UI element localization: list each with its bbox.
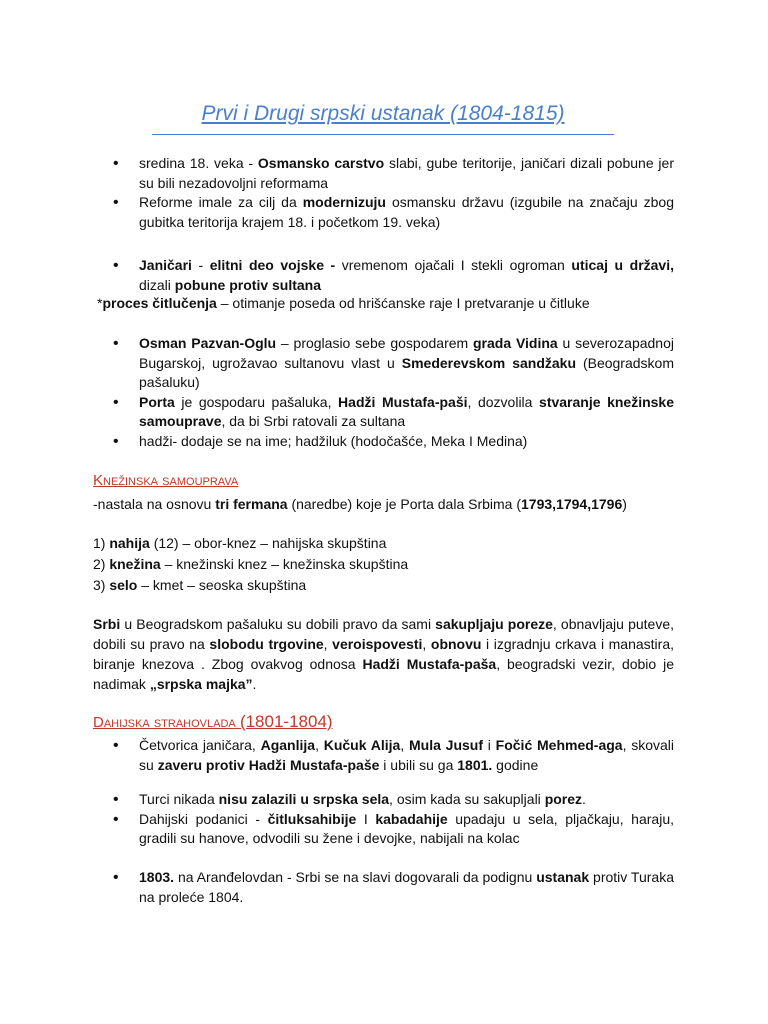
list-item: • 1803. na Aranđelovdan - Srbi se na slavi dogovarali da podignu ustanak protiv Turaka na proleće 1804. <box>0 868 674 907</box>
bold-text: Srbi <box>93 616 121 632</box>
bold-text: Mula Jusuf <box>409 737 484 753</box>
bold-text: Janičari <box>139 257 192 273</box>
title-underline <box>152 134 614 135</box>
fermani-line: -nastala na osnovu tri fermana (naredbe) koje je Porta dala Srbima (1793,1794,1796) <box>93 496 627 512</box>
bullet-list-janicari <box>0 256 674 295</box>
bold-text: 1793,1794,1796 <box>521 496 623 512</box>
bold-text: porez <box>544 791 583 807</box>
bold-text: nahija <box>109 535 150 551</box>
list-item: • sredina 18. veka - Osmansko carstvo slabi, gube teritorije, janičari dizali pobune jer su bili nezadovoljni reformama <box>0 154 674 193</box>
level-line: 1) nahija (12) – obor-knez – nahijska skupština <box>93 535 387 551</box>
list-item: • Četvorica janičara, Aganlija, Kučuk Alija, Mula Jusuf i Fočić Mehmed-aga, skovali su zaveru protiv Hadži Mustafa-paše i ubili su ga 1801. godine <box>0 736 674 775</box>
list-item: • Dahijski podanici - čitluksahibije I kabadahije upadaju u sela, pljačkaju, haraju, gradili su hanove, odvodili su žene i devojke, nabijali na kolac <box>0 810 674 849</box>
bold-text: veroispovesti <box>332 636 423 652</box>
bold-text: čitluksahibije <box>267 810 357 827</box>
bold-text: pobune protiv sultana <box>174 276 322 293</box>
list-item: • Reforme imale za cilj da modernizuju osmansku državu (izgubile na značaju zbog gubitka teritorija krajem 18. i početkom 19. veka) <box>0 193 674 232</box>
bold-text: uticaj u državi, <box>571 257 674 273</box>
bold-text: grada Vidina <box>473 335 558 351</box>
list-item: • Janičari - elitni deo vojske - vremenom ojačali I stekli ogroman uticaj u državi, dizali pobune protiv sultana <box>0 256 674 295</box>
section-heading-dahijska <box>93 712 333 732</box>
bold-text: Fočić Mehmed-aga <box>495 737 623 753</box>
level-line: 3) selo – kmet – seoska skupština <box>93 577 307 593</box>
list-item: • Osman Pazvan-Oglu – proglasio sebe gospodarem grada Vidina u severozapadnoj Bugarskoj, ugrožavao sultanovu vlast u Smederevskom sandžaku (Beogradskom pašaluku) <box>0 334 674 393</box>
bold-text: tri fermana <box>215 496 288 512</box>
section-heading-knezinska: Knežinska samouprava <box>93 472 239 489</box>
bold-text: Hadži Mustafa-paša <box>362 656 497 672</box>
bold-text: obnovu <box>430 636 482 652</box>
bold-text: Porta <box>139 393 175 410</box>
section-heading-years: (1801-1804) <box>239 712 333 731</box>
bold-text: Kučuk Alija <box>323 737 401 753</box>
bold-text: ustanak <box>536 869 590 885</box>
list-item: • hadži- dodaje se na ime; hadžiluk (hodočašće, Meka I Medina) <box>0 432 674 452</box>
bold-text: „srpska majka” <box>149 676 253 692</box>
bold-text: Aganlija <box>260 737 316 753</box>
bold-text: stvaranje knežinske samouprave <box>139 393 674 430</box>
bold-text: zaveru protiv Hadži Mustafa-paše <box>157 756 380 773</box>
bold-text: slobodu trgovine <box>209 636 324 652</box>
bold-text: Smederevskom sandžaku <box>401 354 576 371</box>
bullet-list-pazvan <box>0 334 674 452</box>
bold-text: Osman Pazvan-Oglu <box>139 335 277 351</box>
bold-text: modernizuju <box>302 194 386 211</box>
bold-text: elitni deo vojske - <box>209 257 336 273</box>
bullet-list-1803 <box>0 868 674 907</box>
list-item: • Turci nikada nisu zalazili u srpska sela, osim kada su sakupljali porez. <box>0 790 674 810</box>
bold-text: knežina <box>109 556 161 572</box>
bullet-list-cetvorica <box>0 736 674 775</box>
bold-text: proces čitlučenja <box>102 295 217 311</box>
bold-text: Osmansko carstvo <box>257 155 385 171</box>
bold-text: kabadahije <box>375 810 448 827</box>
bold-text: Hadži Mustafa-paši <box>338 393 468 410</box>
srbi-paragraph: Srbi u Beogradskom pašaluku su dobili pravo da sami sakupljaju poreze, obnavljaju puteve, dobili su pravo na slobodu trgovine, veroispovesti, obnovu i izgradnju crkava i manastira, biranje knezova . Zbog ovakvog odnosa Hadži Mustafa-paša, beogradski vezir, dobio je nadimak „srpska majka”. <box>93 616 675 692</box>
proces-citlucenja-line: *proces čitlučenja – otimanje poseda od hrišćanske raje I pretvaranje u čitluke <box>97 295 590 311</box>
level-line: 2) knežina – knežinski knez – knežinska skupština <box>93 556 409 572</box>
bold-text: 1803. <box>139 869 175 885</box>
bold-text: nisu zalazili u srpska sela <box>218 791 390 807</box>
bold-text: selo <box>109 577 138 593</box>
section-heading-text: Dahijska strahovlada <box>93 714 236 731</box>
bold-text: sakupljaju poreze <box>435 616 553 632</box>
list-item: • Porta je gospodaru pašaluka, Hadži Mustafa-paši, dozvolila stvaranje knežinske samouprave, da bi Srbi ratovali za sultana <box>0 393 674 432</box>
page-title: Prvi i Drugi srpski ustanak (1804-1815) <box>201 102 565 125</box>
bullet-list-turci <box>0 790 674 849</box>
bold-text: 1801. <box>457 756 493 773</box>
bullet-list-intro <box>0 154 674 232</box>
